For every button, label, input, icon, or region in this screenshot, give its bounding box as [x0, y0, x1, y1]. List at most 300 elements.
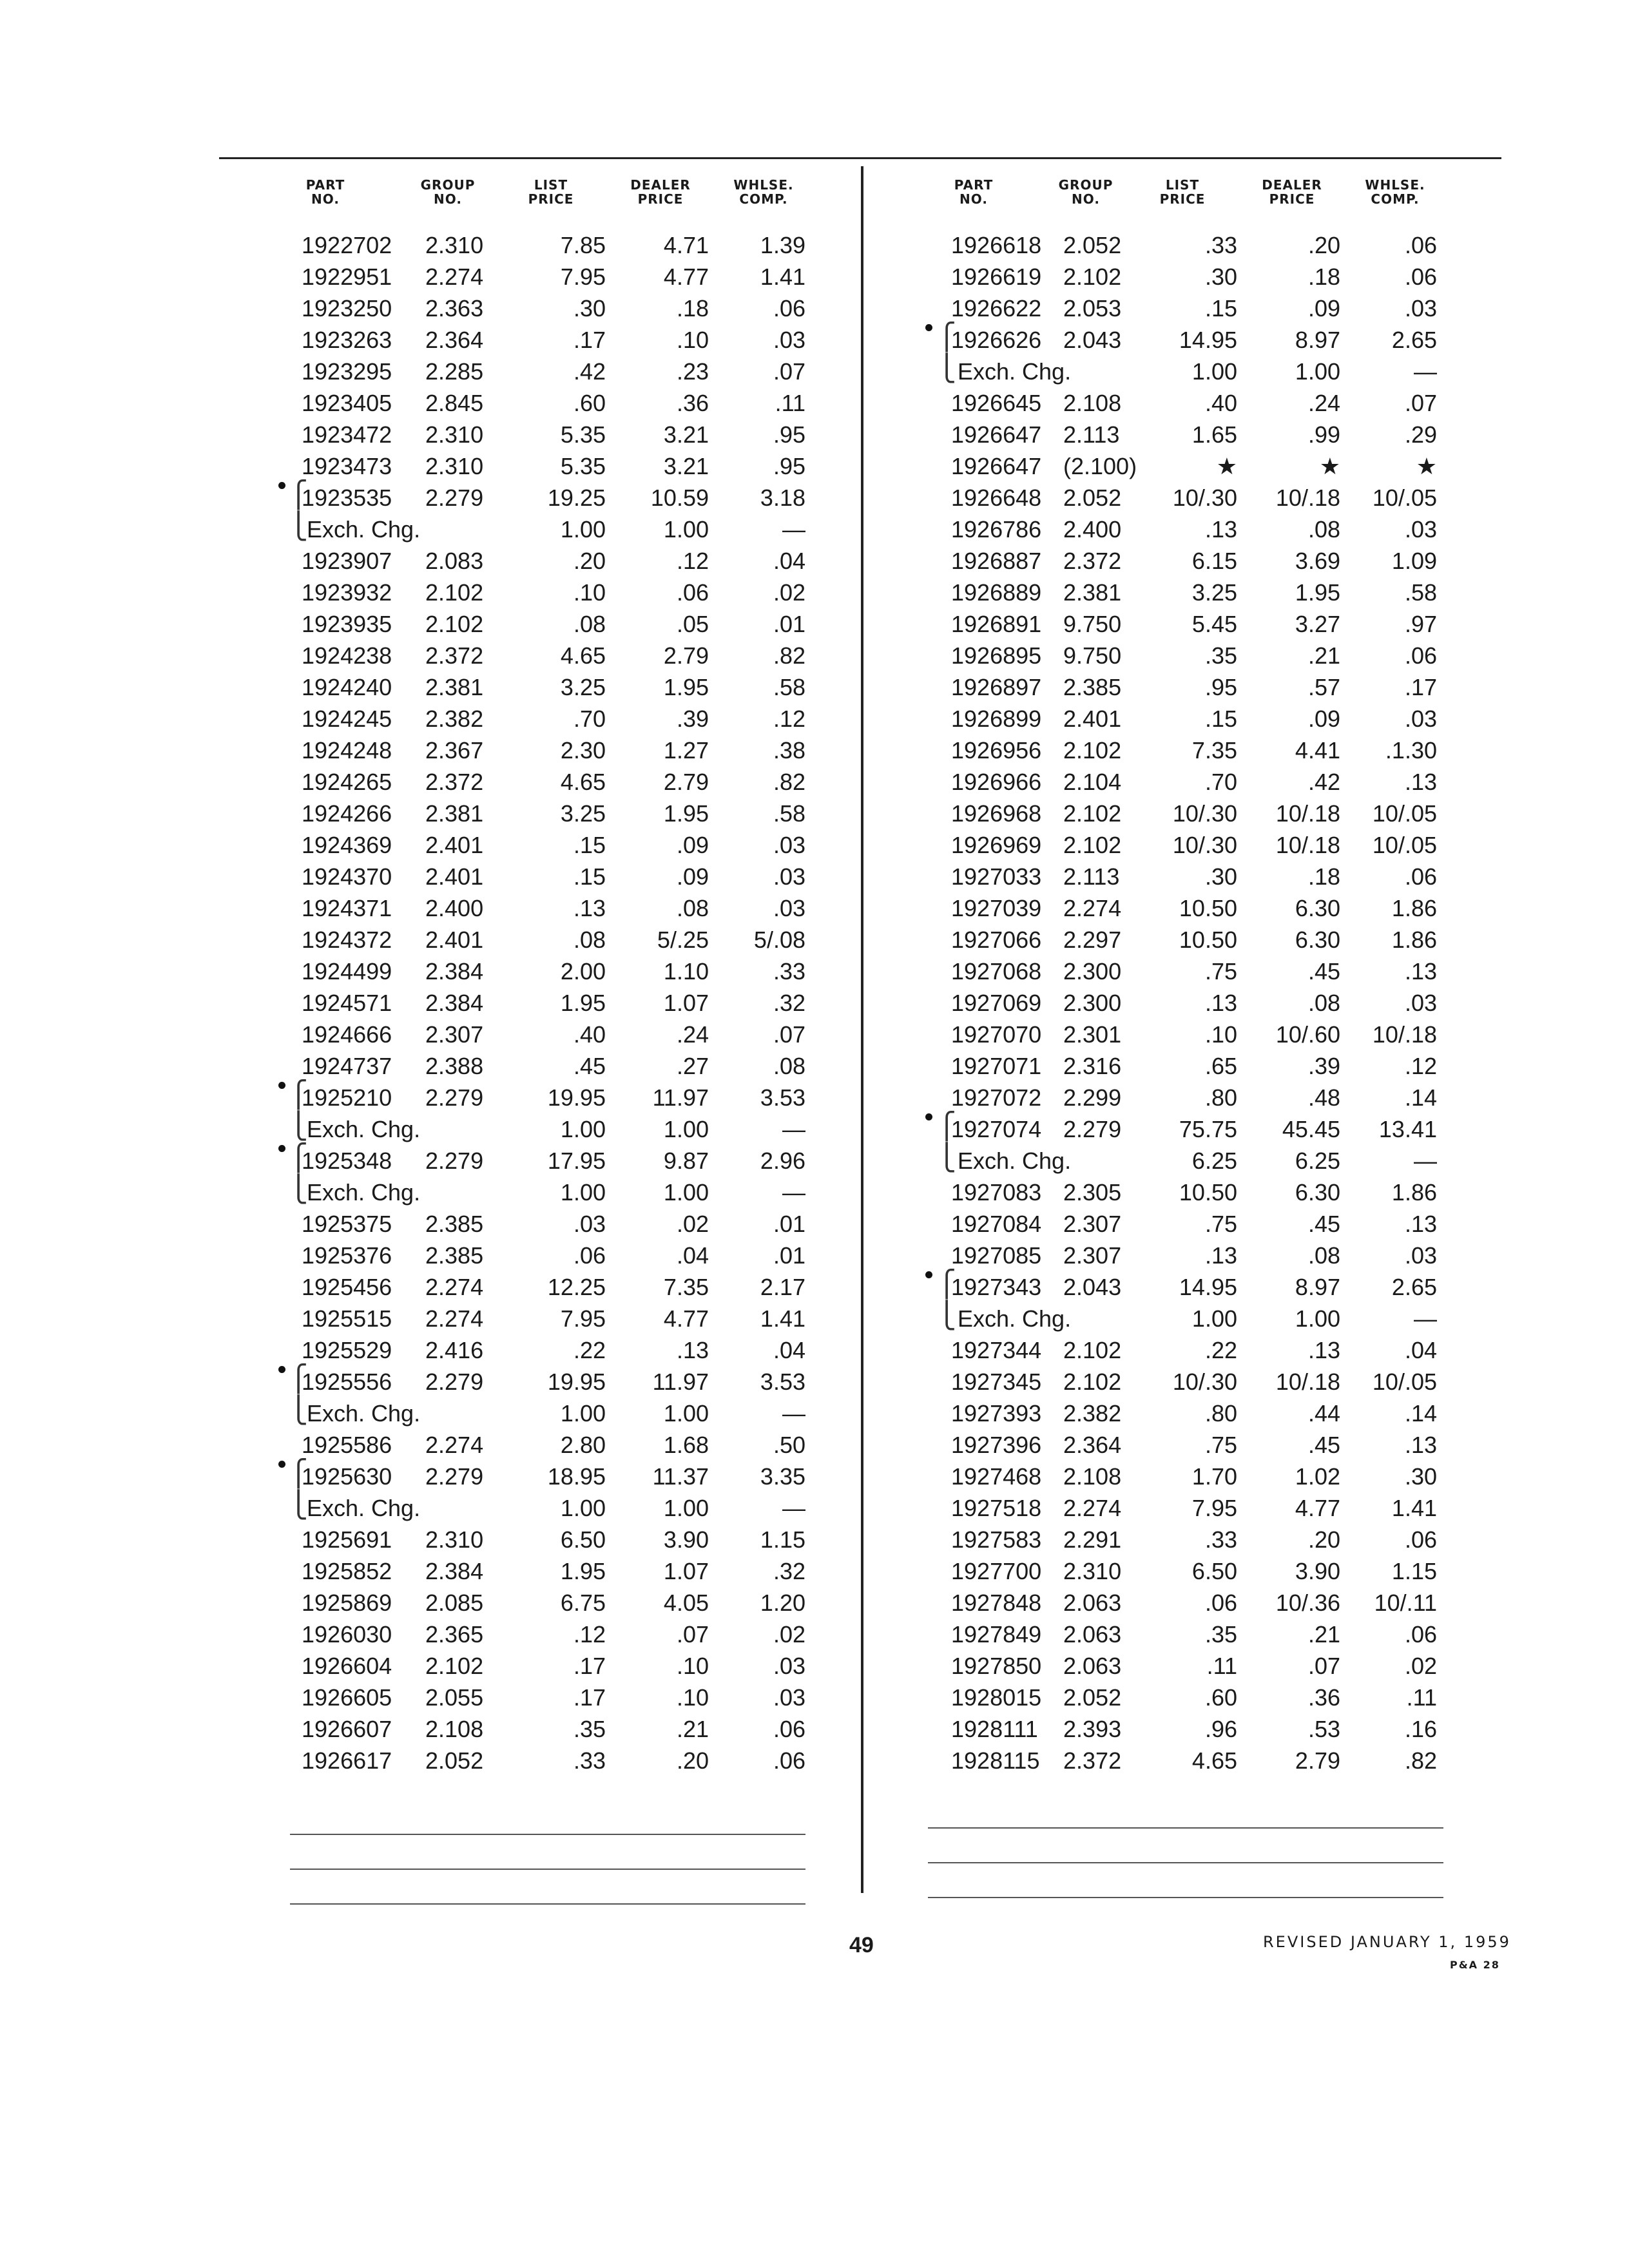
wholesale-comp: .32: [773, 1558, 805, 1584]
wholesale-comp: 1.86: [1391, 895, 1437, 921]
group-number: 2.279: [425, 1369, 484, 1395]
wholesale-comp: .02: [773, 579, 805, 606]
part-number: 1923472: [302, 421, 392, 448]
dealer-price: .39: [676, 706, 709, 732]
wholesale-comp: .58: [773, 674, 805, 700]
group-number: 2.382: [1063, 1400, 1122, 1427]
part-number: 1926617: [302, 1747, 392, 1774]
dealer-price: 4.77: [1295, 1495, 1340, 1521]
dealer-price: .21: [1307, 642, 1340, 669]
wholesale-comp: .30: [1404, 1463, 1437, 1490]
list-price: 7.95: [560, 264, 606, 290]
dealer-price: .45: [1307, 1211, 1340, 1237]
dealer-price: 11.97: [652, 1369, 709, 1395]
list-price: 1.95: [560, 1558, 606, 1584]
dealer-price: 1.95: [663, 800, 709, 827]
group-number: 2.388: [425, 1053, 484, 1079]
dealer-price: .36: [1307, 1684, 1340, 1711]
list-price: 2.00: [560, 958, 606, 985]
dealer-price: .12: [676, 548, 709, 574]
wholesale-comp: .03: [773, 832, 805, 858]
dealer-price: 1.00: [663, 1179, 709, 1206]
list-price: 19.95: [547, 1084, 606, 1111]
list-price: .17: [573, 327, 606, 353]
new-part-bullet-icon: [925, 324, 932, 331]
dealer-price: 1.02: [1295, 1463, 1340, 1490]
list-price: 4.65: [560, 642, 606, 669]
brace-icon: ⎩: [937, 354, 956, 383]
dealer-price: 11.97: [652, 1084, 709, 1111]
part-number: 1925210: [302, 1084, 392, 1111]
part-number: 1923935: [302, 611, 392, 637]
part-number: 1927393: [951, 1400, 1042, 1427]
wholesale-comp: .06: [1404, 1621, 1437, 1648]
wholesale-comp: .13: [1404, 1432, 1437, 1458]
part-number: 1926895: [951, 642, 1042, 669]
group-number: 2.063: [1063, 1590, 1122, 1616]
wholesale-comp: .04: [1404, 1337, 1437, 1363]
new-part-bullet-icon: [278, 1082, 285, 1089]
wholesale-comp: 10/.05: [1372, 800, 1437, 827]
dealer-price: 4.77: [663, 264, 709, 290]
group-number: 2.364: [1063, 1432, 1122, 1458]
dealer-price: 4.41: [1295, 737, 1340, 764]
wholesale-comp: .03: [773, 1684, 805, 1711]
group-number: 2.052: [1063, 232, 1122, 258]
list-price: 1.00: [560, 1400, 606, 1427]
new-part-bullet-icon: [278, 1145, 285, 1152]
group-number: 2.104: [1063, 769, 1122, 795]
wholesale-comp: .06: [1404, 232, 1437, 258]
part-number: 1925456: [302, 1274, 392, 1300]
dealer-price: 3.21: [663, 421, 709, 448]
list-price: 5.35: [560, 453, 606, 479]
list-price: 6.50: [560, 1526, 606, 1553]
part-number: 1927074: [951, 1116, 1042, 1142]
dealer-price: 4.05: [663, 1590, 709, 1616]
group-number: 2.385: [425, 1211, 484, 1237]
brace-icon: ⎧: [289, 1364, 308, 1394]
part-number: 1924571: [302, 990, 392, 1016]
list-price: .80: [1204, 1084, 1237, 1111]
wholesale-comp: .03: [1404, 706, 1437, 732]
group-number: 2.300: [1063, 990, 1122, 1016]
blank-line: [290, 1903, 805, 1905]
group-number: 2.384: [425, 958, 484, 985]
wholesale-comp: 5/.08: [753, 927, 805, 953]
wholesale-comp: 1.41: [1391, 1495, 1437, 1521]
list-price: 10/.30: [1172, 1369, 1237, 1395]
part-number: 1924372: [302, 927, 392, 953]
part-number: 1925852: [302, 1558, 392, 1584]
dealer-price: 1.95: [663, 674, 709, 700]
header-group-no: GROUP NO.: [420, 177, 476, 207]
group-number: 2.393: [1063, 1716, 1122, 1742]
header-list-price: LIST PRICE: [528, 177, 574, 207]
list-price: 19.95: [547, 1369, 606, 1395]
blank-line: [290, 1869, 805, 1870]
list-price: 18.95: [547, 1463, 606, 1490]
list-price: .42: [573, 358, 606, 385]
wholesale-comp: 10/.11: [1374, 1590, 1437, 1616]
list-price: .10: [573, 579, 606, 606]
list-price: 1.00: [560, 1116, 606, 1142]
part-number: 1925529: [302, 1337, 392, 1363]
part-number: 1926966: [951, 769, 1042, 795]
part-number: 1926604: [302, 1653, 392, 1679]
group-number: 2.301: [1063, 1021, 1122, 1048]
wholesale-comp: 10/.18: [1372, 1021, 1437, 1048]
group-number: 2.279: [425, 1084, 484, 1111]
wholesale-comp: .06: [773, 1716, 805, 1742]
list-price: .75: [1204, 1432, 1237, 1458]
wholesale-comp: —: [782, 1495, 805, 1521]
wholesale-comp: .33: [773, 958, 805, 985]
dealer-price: 1.00: [663, 1495, 709, 1521]
dealer-price: .36: [676, 390, 709, 416]
page-code: P&A 28: [1450, 1959, 1500, 1971]
part-number: 1926889: [951, 579, 1042, 606]
list-price: .40: [1204, 390, 1237, 416]
dealer-price: ★: [1319, 453, 1340, 479]
blank-line: [290, 1834, 805, 1835]
new-part-bullet-icon: [925, 1271, 932, 1278]
brace-icon: ⎧: [937, 322, 956, 352]
wholesale-comp: .02: [773, 1621, 805, 1648]
list-price: .15: [1204, 295, 1237, 322]
wholesale-comp: .12: [1404, 1053, 1437, 1079]
dealer-price: .44: [1307, 1400, 1340, 1427]
group-number: (2.100): [1063, 453, 1137, 479]
dealer-price: .53: [1307, 1716, 1340, 1742]
wholesale-comp: .03: [1404, 516, 1437, 543]
part-number: 1927850: [951, 1653, 1042, 1679]
dealer-price: .09: [676, 863, 709, 890]
list-price: .10: [1204, 1021, 1237, 1048]
group-number: 2.063: [1063, 1653, 1122, 1679]
group-number: 2.083: [425, 548, 484, 574]
group-number: 2.401: [425, 832, 484, 858]
part-number: 1922702: [302, 232, 392, 258]
group-number: 2.310: [425, 453, 484, 479]
wholesale-comp: .11: [775, 390, 805, 416]
wholesale-comp: .82: [773, 642, 805, 669]
list-price: .35: [1204, 1621, 1237, 1648]
part-number: 1927583: [951, 1526, 1042, 1553]
part-number: 1924369: [302, 832, 392, 858]
list-price: .30: [1204, 264, 1237, 290]
list-price: .45: [573, 1053, 606, 1079]
list-price: .60: [1204, 1684, 1237, 1711]
wholesale-comp: .14: [1404, 1400, 1437, 1427]
group-number: 2.384: [425, 1558, 484, 1584]
list-price: 14.95: [1179, 327, 1237, 353]
list-price: .60: [573, 390, 606, 416]
dealer-price: 1.27: [663, 737, 709, 764]
header-group-no: GROUP NO.: [1058, 177, 1113, 207]
wholesale-comp: .06: [1404, 1526, 1437, 1553]
wholesale-comp: .01: [773, 1211, 805, 1237]
new-part-bullet-icon: [278, 1366, 285, 1373]
brace-icon: ⎩: [289, 1111, 308, 1141]
list-price: 10/.30: [1172, 800, 1237, 827]
group-number: 2.416: [425, 1337, 484, 1363]
group-number: 2.300: [1063, 958, 1122, 985]
part-number: 1927068: [951, 958, 1042, 985]
wholesale-comp: .03: [1404, 990, 1437, 1016]
header-part-no: PART NO.: [305, 177, 345, 207]
group-number: 2.108: [1063, 390, 1122, 416]
part-number: 1922951: [302, 264, 392, 290]
group-number: 2.102: [1063, 1369, 1122, 1395]
list-price: 6.15: [1191, 548, 1237, 574]
part-number: 1925556: [302, 1369, 392, 1395]
group-number: 2.274: [1063, 1495, 1122, 1521]
page-number: 49: [849, 1933, 874, 1957]
part-number: Exch. Chg.: [307, 1116, 421, 1142]
wholesale-comp: .95: [773, 421, 805, 448]
part-number: 1925376: [302, 1242, 392, 1269]
dealer-price: .45: [1307, 958, 1340, 985]
dealer-price: 5/.25: [657, 927, 709, 953]
dealer-price: 10/.18: [1275, 800, 1340, 827]
brace-icon: ⎩: [289, 512, 308, 541]
wholesale-comp: 13.41: [1378, 1116, 1437, 1142]
wholesale-comp: .07: [773, 358, 805, 385]
part-number: 1927039: [951, 895, 1042, 921]
dealer-price: .08: [1307, 990, 1340, 1016]
wholesale-comp: .06: [1404, 264, 1437, 290]
dealer-price: 45.45: [1282, 1116, 1340, 1142]
dealer-price: 6.25: [1295, 1148, 1340, 1174]
group-number: 2.085: [425, 1590, 484, 1616]
wholesale-comp: 10/.05: [1372, 485, 1437, 511]
dealer-price: 2.79: [663, 642, 709, 669]
dealer-price: 6.30: [1295, 927, 1340, 953]
brace-icon: ⎧: [937, 1269, 956, 1299]
group-number: 2.102: [425, 1653, 484, 1679]
wholesale-comp: .17: [1404, 674, 1437, 700]
part-number: 1923907: [302, 548, 392, 574]
wholesale-comp: .82: [1404, 1747, 1437, 1774]
part-number: 1927343: [951, 1274, 1042, 1300]
group-number: 2.384: [425, 990, 484, 1016]
header-dealer-price: DEALER PRICE: [1262, 177, 1322, 207]
wholesale-comp: .13: [1404, 958, 1437, 985]
list-price: .12: [573, 1621, 606, 1648]
group-number: 2.372: [1063, 1747, 1122, 1774]
group-number: 2.401: [425, 927, 484, 953]
wholesale-comp: .29: [1404, 421, 1437, 448]
part-number: 1925375: [302, 1211, 392, 1237]
list-price: 12.25: [547, 1274, 606, 1300]
dealer-price: .02: [676, 1211, 709, 1237]
group-number: 2.102: [425, 611, 484, 637]
part-number: 1926887: [951, 548, 1042, 574]
list-price: .17: [573, 1653, 606, 1679]
dealer-price: 8.97: [1295, 327, 1340, 353]
part-number: 1927072: [951, 1084, 1042, 1111]
list-price: .33: [1204, 232, 1237, 258]
dealer-price: 3.21: [663, 453, 709, 479]
part-number: 1925515: [302, 1305, 392, 1332]
dealer-price: .18: [1307, 264, 1340, 290]
part-number: 1924737: [302, 1053, 392, 1079]
group-number: 2.274: [425, 264, 484, 290]
dealer-price: .08: [1307, 516, 1340, 543]
part-number: 1923405: [302, 390, 392, 416]
group-number: 2.102: [1063, 832, 1122, 858]
part-number: 1927071: [951, 1053, 1042, 1079]
list-price: 1.65: [1191, 421, 1237, 448]
wholesale-comp: 1.41: [760, 1305, 805, 1332]
dealer-price: .18: [1307, 863, 1340, 890]
part-number: 1924265: [302, 769, 392, 795]
list-price: .35: [573, 1716, 606, 1742]
list-price: 6.75: [560, 1590, 606, 1616]
part-number: 1927344: [951, 1337, 1042, 1363]
group-number: 2.052: [1063, 485, 1122, 511]
group-number: 2.400: [425, 895, 484, 921]
header-part-no: PART NO.: [954, 177, 994, 207]
part-number: 1926605: [302, 1684, 392, 1711]
group-number: 2.385: [1063, 674, 1122, 700]
part-number: 1926968: [951, 800, 1042, 827]
dealer-price: 1.00: [1295, 1305, 1340, 1332]
wholesale-comp: .01: [773, 1242, 805, 1269]
wholesale-comp: .38: [773, 737, 805, 764]
dealer-price: .18: [676, 295, 709, 322]
part-number: 1927700: [951, 1558, 1042, 1584]
part-number: 1926899: [951, 706, 1042, 732]
list-price: .35: [1204, 642, 1237, 669]
group-number: 2.307: [1063, 1242, 1122, 1269]
list-price: 14.95: [1179, 1274, 1237, 1300]
dealer-price: .39: [1307, 1053, 1340, 1079]
part-number: 1925691: [302, 1526, 392, 1553]
group-number: 2.113: [1063, 421, 1120, 448]
list-price: .08: [573, 611, 606, 637]
list-price: .17: [573, 1684, 606, 1711]
dealer-price: .09: [676, 832, 709, 858]
list-price: 4.65: [560, 769, 606, 795]
wholesale-comp: 10/.05: [1372, 832, 1437, 858]
dealer-price: 3.27: [1295, 611, 1340, 637]
part-number: Exch. Chg.: [307, 1495, 421, 1521]
wholesale-comp: .03: [773, 1653, 805, 1679]
list-price: .30: [1204, 863, 1237, 890]
dealer-price: .10: [676, 327, 709, 353]
wholesale-comp: 2.17: [760, 1274, 805, 1300]
part-number: Exch. Chg.: [307, 1179, 421, 1206]
part-number: 1923473: [302, 453, 392, 479]
list-price: .20: [573, 548, 606, 574]
wholesale-comp: —: [782, 1116, 805, 1142]
list-price: 7.95: [560, 1305, 606, 1332]
wholesale-comp: 1.15: [1391, 1558, 1437, 1584]
dealer-price: 10/.18: [1275, 485, 1340, 511]
list-price: .30: [573, 295, 606, 322]
list-price: .22: [1204, 1337, 1237, 1363]
dealer-price: .08: [676, 895, 709, 921]
list-price: 3.25: [560, 800, 606, 827]
wholesale-comp: .58: [1404, 579, 1437, 606]
part-number: 1927345: [951, 1369, 1042, 1395]
list-price: 6.25: [1191, 1148, 1237, 1174]
part-number: 1924499: [302, 958, 392, 985]
list-price: 75.75: [1179, 1116, 1237, 1142]
dealer-price: .05: [676, 611, 709, 637]
part-number: 1924240: [302, 674, 392, 700]
wholesale-comp: .07: [1404, 390, 1437, 416]
wholesale-comp: 1.86: [1391, 927, 1437, 953]
dealer-price: .99: [1307, 421, 1340, 448]
list-price: 10/.30: [1172, 485, 1237, 511]
group-number: 2.285: [425, 358, 484, 385]
group-number: 2.372: [425, 642, 484, 669]
list-price: 7.85: [560, 232, 606, 258]
wholesale-comp: .06: [773, 295, 805, 322]
dealer-price: .24: [1307, 390, 1340, 416]
group-number: 2.310: [425, 232, 484, 258]
dealer-price: 10/.18: [1275, 1369, 1340, 1395]
group-number: 2.310: [425, 421, 484, 448]
list-price: .65: [1204, 1053, 1237, 1079]
group-number: 2.102: [425, 579, 484, 606]
wholesale-comp: .95: [773, 453, 805, 479]
group-number: 2.382: [425, 706, 484, 732]
brace-icon: ⎧: [937, 1111, 956, 1141]
list-price: .40: [573, 1021, 606, 1048]
wholesale-comp: .82: [773, 769, 805, 795]
wholesale-comp: .02: [1404, 1653, 1437, 1679]
group-number: 2.274: [425, 1305, 484, 1332]
group-number: 2.381: [425, 800, 484, 827]
part-number: 1926645: [951, 390, 1042, 416]
dealer-price: 1.00: [663, 1400, 709, 1427]
dealer-price: .09: [1307, 706, 1340, 732]
part-number: 1923250: [302, 295, 392, 322]
part-number: Exch. Chg.: [307, 516, 421, 543]
list-price: .15: [573, 832, 606, 858]
list-price: .06: [573, 1242, 606, 1269]
dealer-price: 8.97: [1295, 1274, 1340, 1300]
list-price: 1.70: [1191, 1463, 1237, 1490]
part-number: 1926030: [302, 1621, 392, 1648]
wholesale-comp: 3.18: [760, 485, 805, 511]
wholesale-comp: .04: [773, 1337, 805, 1363]
list-price: 2.80: [560, 1432, 606, 1458]
dealer-price: .07: [676, 1621, 709, 1648]
part-number: 1923263: [302, 327, 392, 353]
part-number: 1927083: [951, 1179, 1042, 1206]
dealer-price: 10/.18: [1275, 832, 1340, 858]
dealer-price: .04: [676, 1242, 709, 1269]
brace-icon: ⎧: [289, 480, 308, 510]
wholesale-comp: .06: [1404, 863, 1437, 890]
part-number: 1926956: [951, 737, 1042, 764]
list-price: .06: [1204, 1590, 1237, 1616]
part-number: 1924245: [302, 706, 392, 732]
list-price: 1.00: [560, 516, 606, 543]
list-price: .13: [573, 895, 606, 921]
list-price: .33: [573, 1747, 606, 1774]
list-price: .15: [1204, 706, 1237, 732]
blank-line: [928, 1862, 1443, 1863]
list-price: .22: [573, 1337, 606, 1363]
group-number: 2.385: [425, 1242, 484, 1269]
new-part-bullet-icon: [278, 482, 285, 489]
